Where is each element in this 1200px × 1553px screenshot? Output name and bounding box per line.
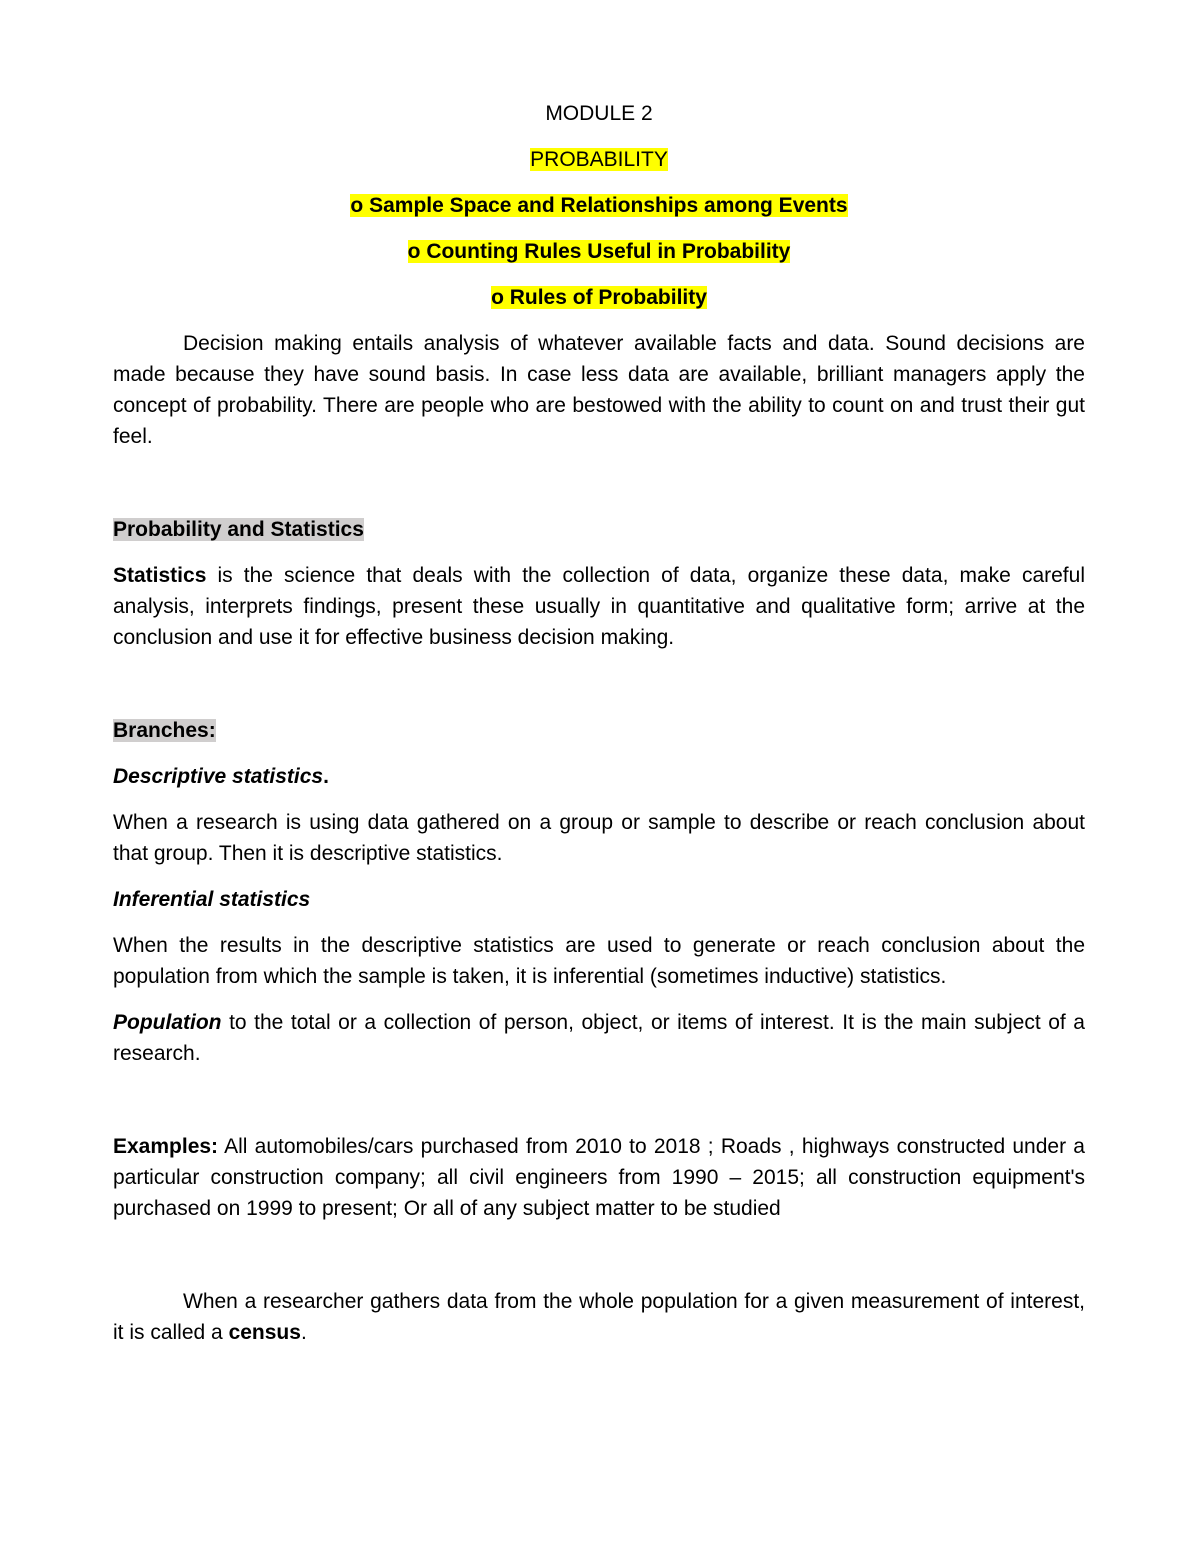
descriptive-title: Descriptive statistics: [113, 765, 324, 788]
module-label: MODULE 2: [545, 102, 653, 125]
statistics-definition: [113, 560, 1085, 653]
document-page: [113, 98, 1085, 1348]
population-term: Population: [113, 1011, 222, 1034]
census-text-before: When a researcher gathers data from the whole population for a given measurement of interest, it is called a: [113, 1290, 1085, 1344]
subtopic-1: [113, 190, 1085, 221]
intro-paragraph: Decision making entails analysis of whatever available facts and data. Sound decisions are made because they have sound basis. In case less data are available, brilliant managers apply the concept of probability. There are people who are bestowed with the ability to count on and trust their gut feel.: [113, 332, 1085, 448]
descriptive-text: When a research is using data gathered on a group or sample to describe or reach conclusion about that group. Then it is descriptive statistics.: [113, 811, 1085, 865]
subtopic-1-label: o Sample Space and Relationships among Events: [350, 194, 848, 217]
branches-heading: [113, 715, 1085, 746]
inferential-heading: Inferential statistics: [113, 888, 311, 911]
subtopic-2-label: o Counting Rules Useful in Probability: [407, 240, 791, 263]
statistics-text: is the science that deals with the collection of data, organize these data, make careful analysis, interprets findings, present these usually in quantitative and qualitative form; arrive at the conclusion and use it for effective business decision making.: [113, 564, 1085, 649]
population-definition: [113, 1007, 1085, 1069]
population-text: to the total or a collection of person, object, or items of interest. It is the main subject of a research.: [113, 1011, 1085, 1065]
subtopic-3: [113, 282, 1085, 313]
census-text-after: .: [300, 1321, 307, 1344]
examples-text: All automobiles/cars purchased from 2010 to 2018 ; Roads , highways constructed under a particular construction company; all civil engineers from 1990 – 2015; all construction equipment's purchased on 1999 to present; Or all of any subject matter to be studied: [113, 1135, 1085, 1220]
subtopic-2: [113, 236, 1085, 267]
examples-paragraph: [113, 1131, 1085, 1224]
topic-label: PROBABILITY: [530, 148, 668, 171]
subtopic-3-label: o Rules of Probability: [491, 286, 707, 309]
statistics-term: Statistics: [113, 564, 207, 587]
inferential-text: When the results in the descriptive statistics are used to generate or reach conclusion about the population from which the sample is taken, it is inferential (sometimes inductive) statistics.: [113, 934, 1085, 988]
descriptive-heading: [113, 761, 1085, 792]
census-paragraph: [113, 1286, 1085, 1348]
examples-label: Examples:: [113, 1135, 219, 1158]
module-title: [113, 98, 1085, 129]
census-term: census: [228, 1321, 301, 1344]
topic-title: [113, 144, 1085, 175]
branches-heading-label: Branches:: [113, 719, 216, 742]
descriptive-period: .: [323, 765, 329, 788]
section-heading-probability-statistics: [113, 514, 1085, 545]
section-heading-label: Probability and Statistics: [113, 518, 364, 541]
